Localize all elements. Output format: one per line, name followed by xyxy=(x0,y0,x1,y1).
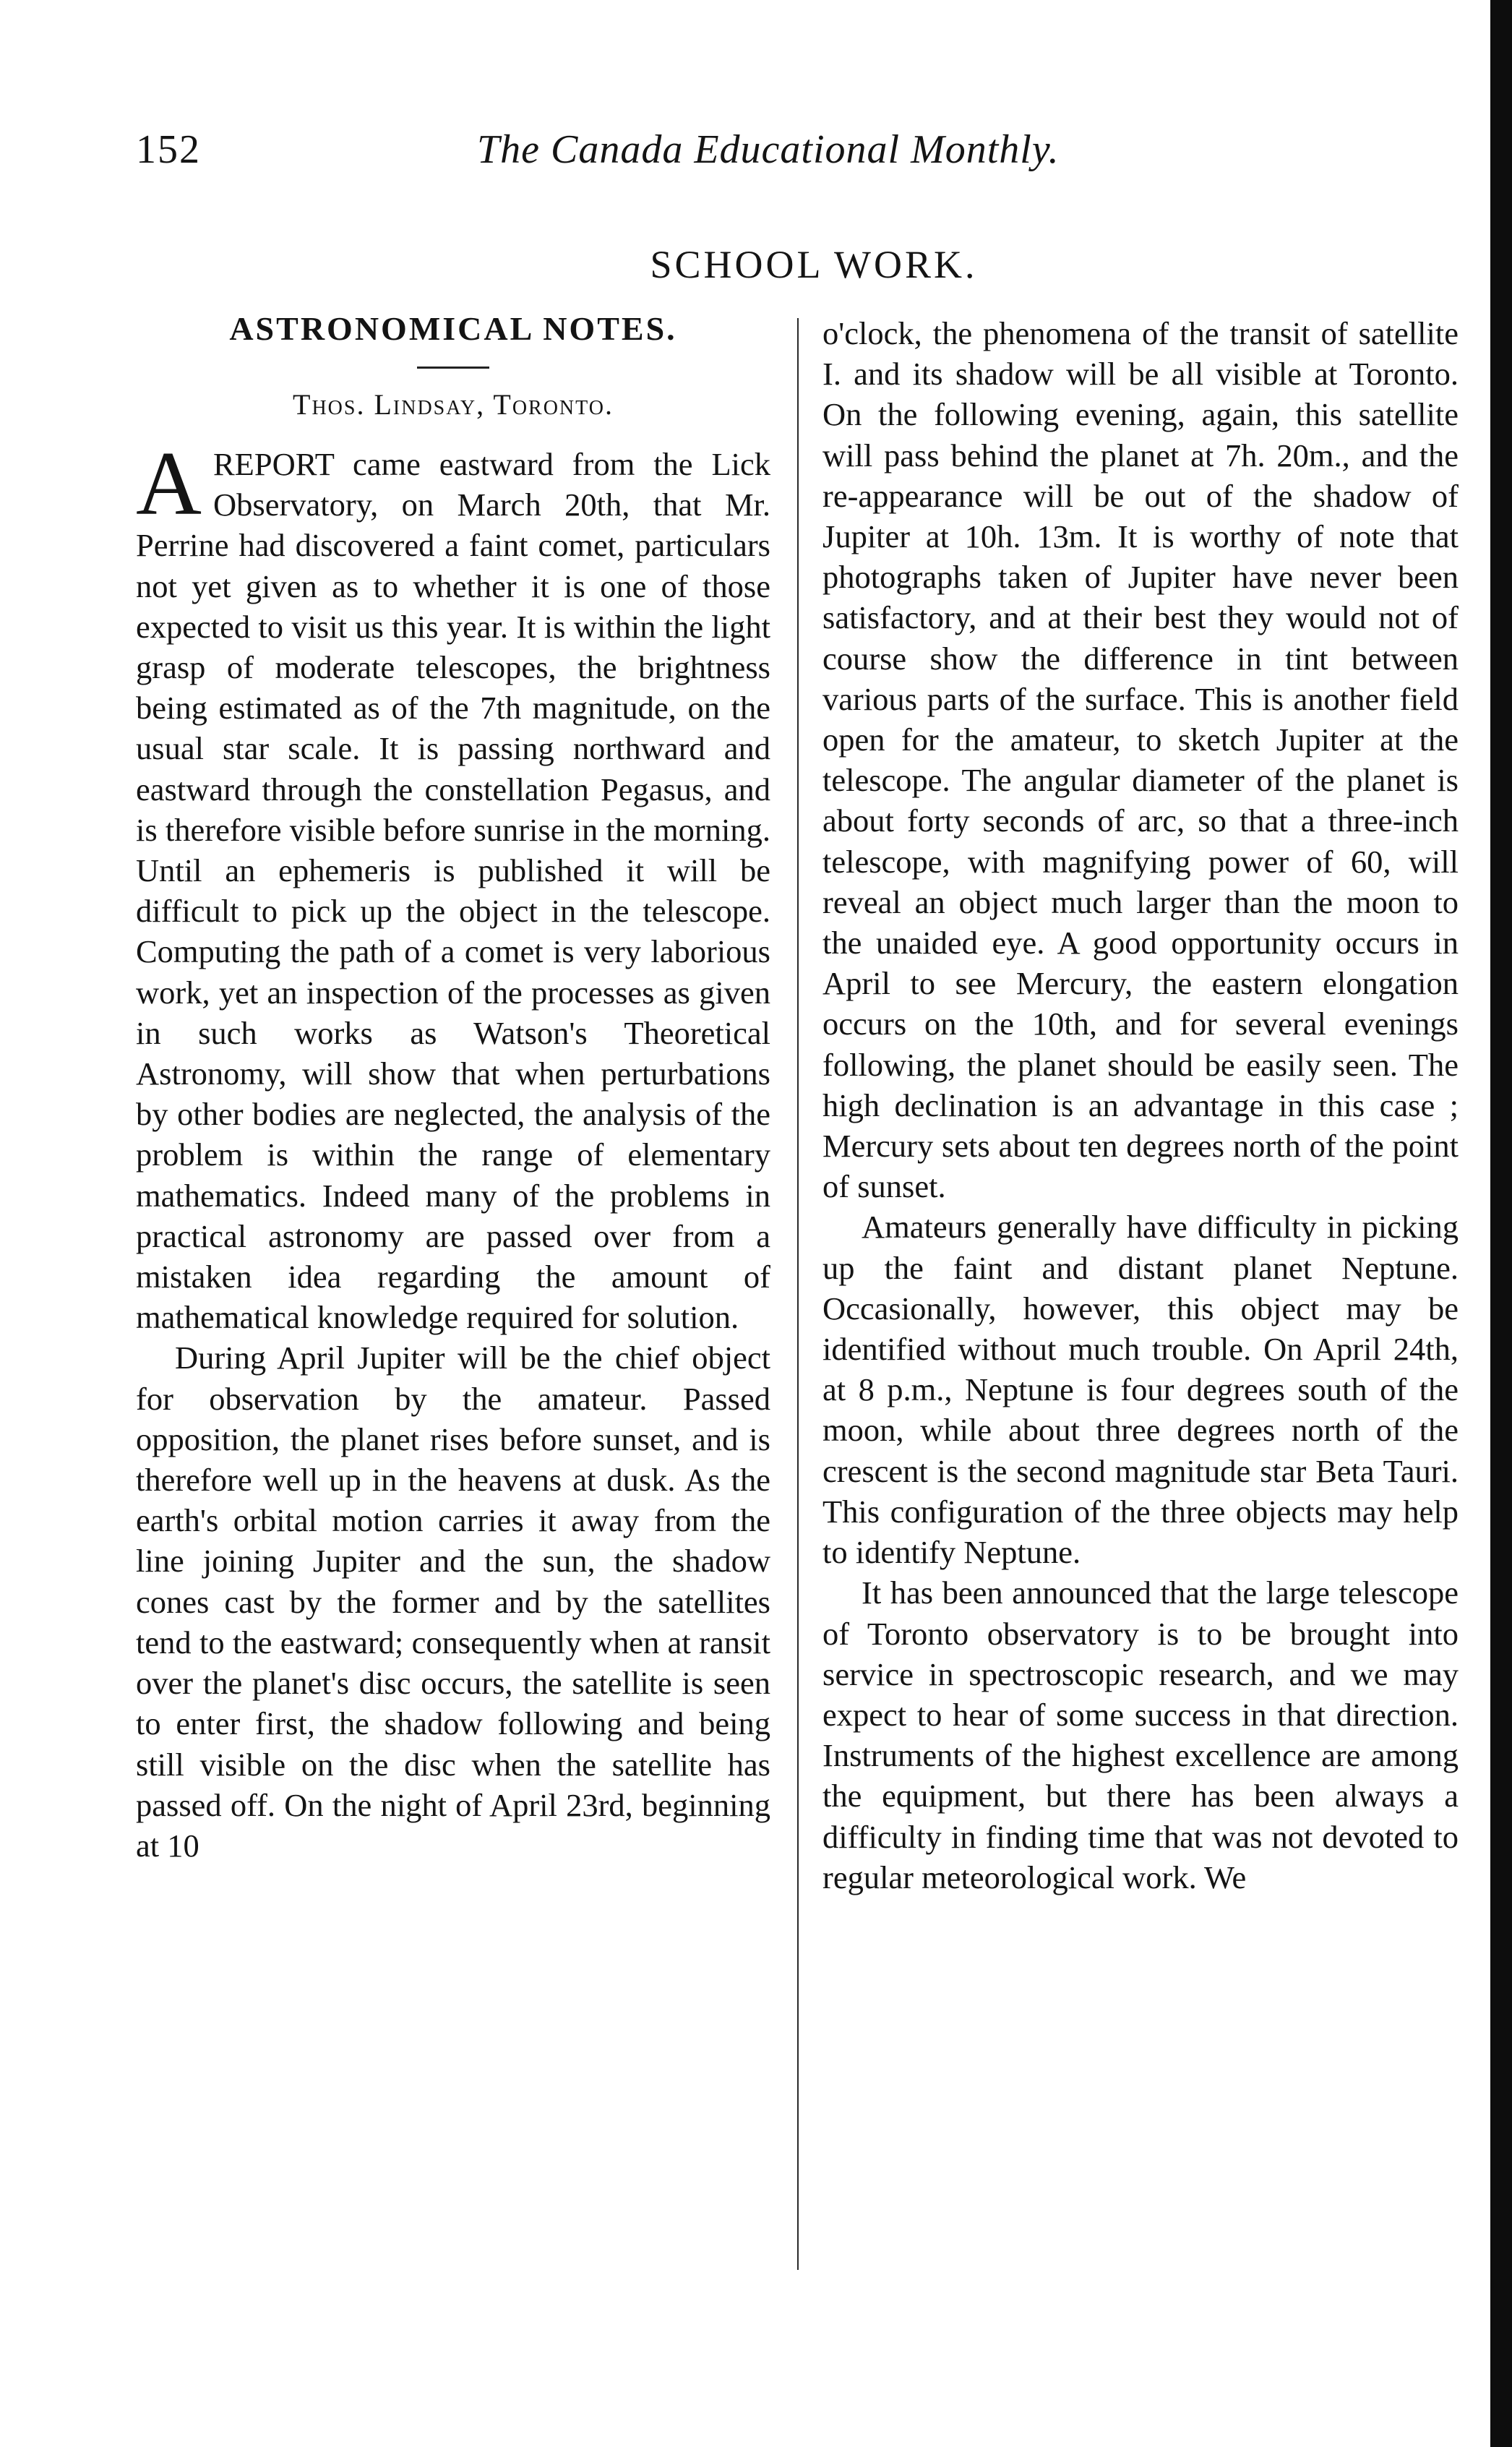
paragraph: AREPORT came eastward from the Lick Observatory, on March 20th, that Mr. Perrine had discovered a faint comet, particulars not yet given as to whether it is one of those expected to visit us this year. It is within the light grasp of moderate telescopes, the brightness being estimated as of the 7th magnitude, on the usual star scale. It is passing northward and eastward through the constellation Pegasus, and is therefore visible before sunrise in the morning. Until an ephemeris is published it will be difficult to pick up the object in the telescope. Computing the path of a comet is very laborious work, yet an inspection of the processes as given in such works as Watson's Theoretical Astronomy, will show that when perturbations by other bodies are neglected, the analysis of the problem is within the range of elementary mathematics. Indeed many of the problems in practical astronomy are passed over from a mistaken idea regarding the amount of mathematical knowledge required for solution. xyxy=(136,434,770,1336)
right-column xyxy=(822,313,1459,1898)
column-divider xyxy=(797,318,799,2270)
paragraph: During April Jupiter will be the chief object for observation by the amateur. Passed opposition, the planet rises before sunset, and is therefore well up in the heavens at dusk. As the earth's orbital motion carries it away from the line joining Jupiter and the sun, the shadow cones cast by the former and by the satellites tend to the eastward; consequently when at ransit over the planet's disc occurs, the satellite is seen to enter first, the shadow following and being still visible on the disc when the satellite has passed off. On the night of April 23rd, beginning at 10 xyxy=(136,1340,770,1864)
paragraph: Amateurs generally have difficulty in picking up the faint and distant planet Neptune. Occasionally, however, this object may be identified without much trouble. On April 24th, at 8 p.m., Neptune is four degrees south of the moon, while about three degrees north of the crescent is the second magnitude star Beta Tauri. This configuration of the three objects may help to identify Neptune. xyxy=(822,1209,1459,1571)
title-divider xyxy=(417,367,489,369)
paragraph: It has been announced that the large telescope of Toronto observatory is to be brought into service in spectroscopic research, and we may expect to hear of some success in that direction. Instruments of the highest excellence are among the equipment, but there has been always a difficulty in finding time that was not devoted to regular meteorological work. We xyxy=(822,1574,1459,1895)
page-edge-shadow xyxy=(1490,0,1512,2447)
paragraph: o'clock, the phenomena of the transit of satellite I. and its shadow will be all visible at Toronto. On the following evening, again, this satellite will pass behind the planet at 7h. 20m., and the re-appearance will be out of the shadow of Jupiter at 10h. 13m. It is worthy of note that photographs taken of Jupiter have never been satisfactory, and at their best they would not of course show the difference in tint between various parts of the surface. This is another field open for the amateur, to sketch Jupiter at the telescope. The angular diameter of the planet is about forty seconds of arc, so that a three-inch telescope, with magnifying power of 60, will reveal an object much larger than the moon to the unaided eye. A good opportunity occurs in April to see Mercury, the eastern elongation occurs on the 10th, and for several evenings following, the planet should be easily seen. The high declination is an advantage in this case ; Mercury sets about ten degrees north of the point of sunset. xyxy=(822,315,1459,1205)
running-title: The Canada Educational Monthly. xyxy=(477,127,1060,172)
left-column xyxy=(136,307,770,1866)
article-title: ASTRONOMICAL NOTES. xyxy=(229,310,677,347)
page-number: 152 xyxy=(136,127,201,172)
section-title: SCHOOL WORK. xyxy=(650,243,978,286)
article-byline: Thos. Lindsay, Toronto. xyxy=(293,388,614,421)
